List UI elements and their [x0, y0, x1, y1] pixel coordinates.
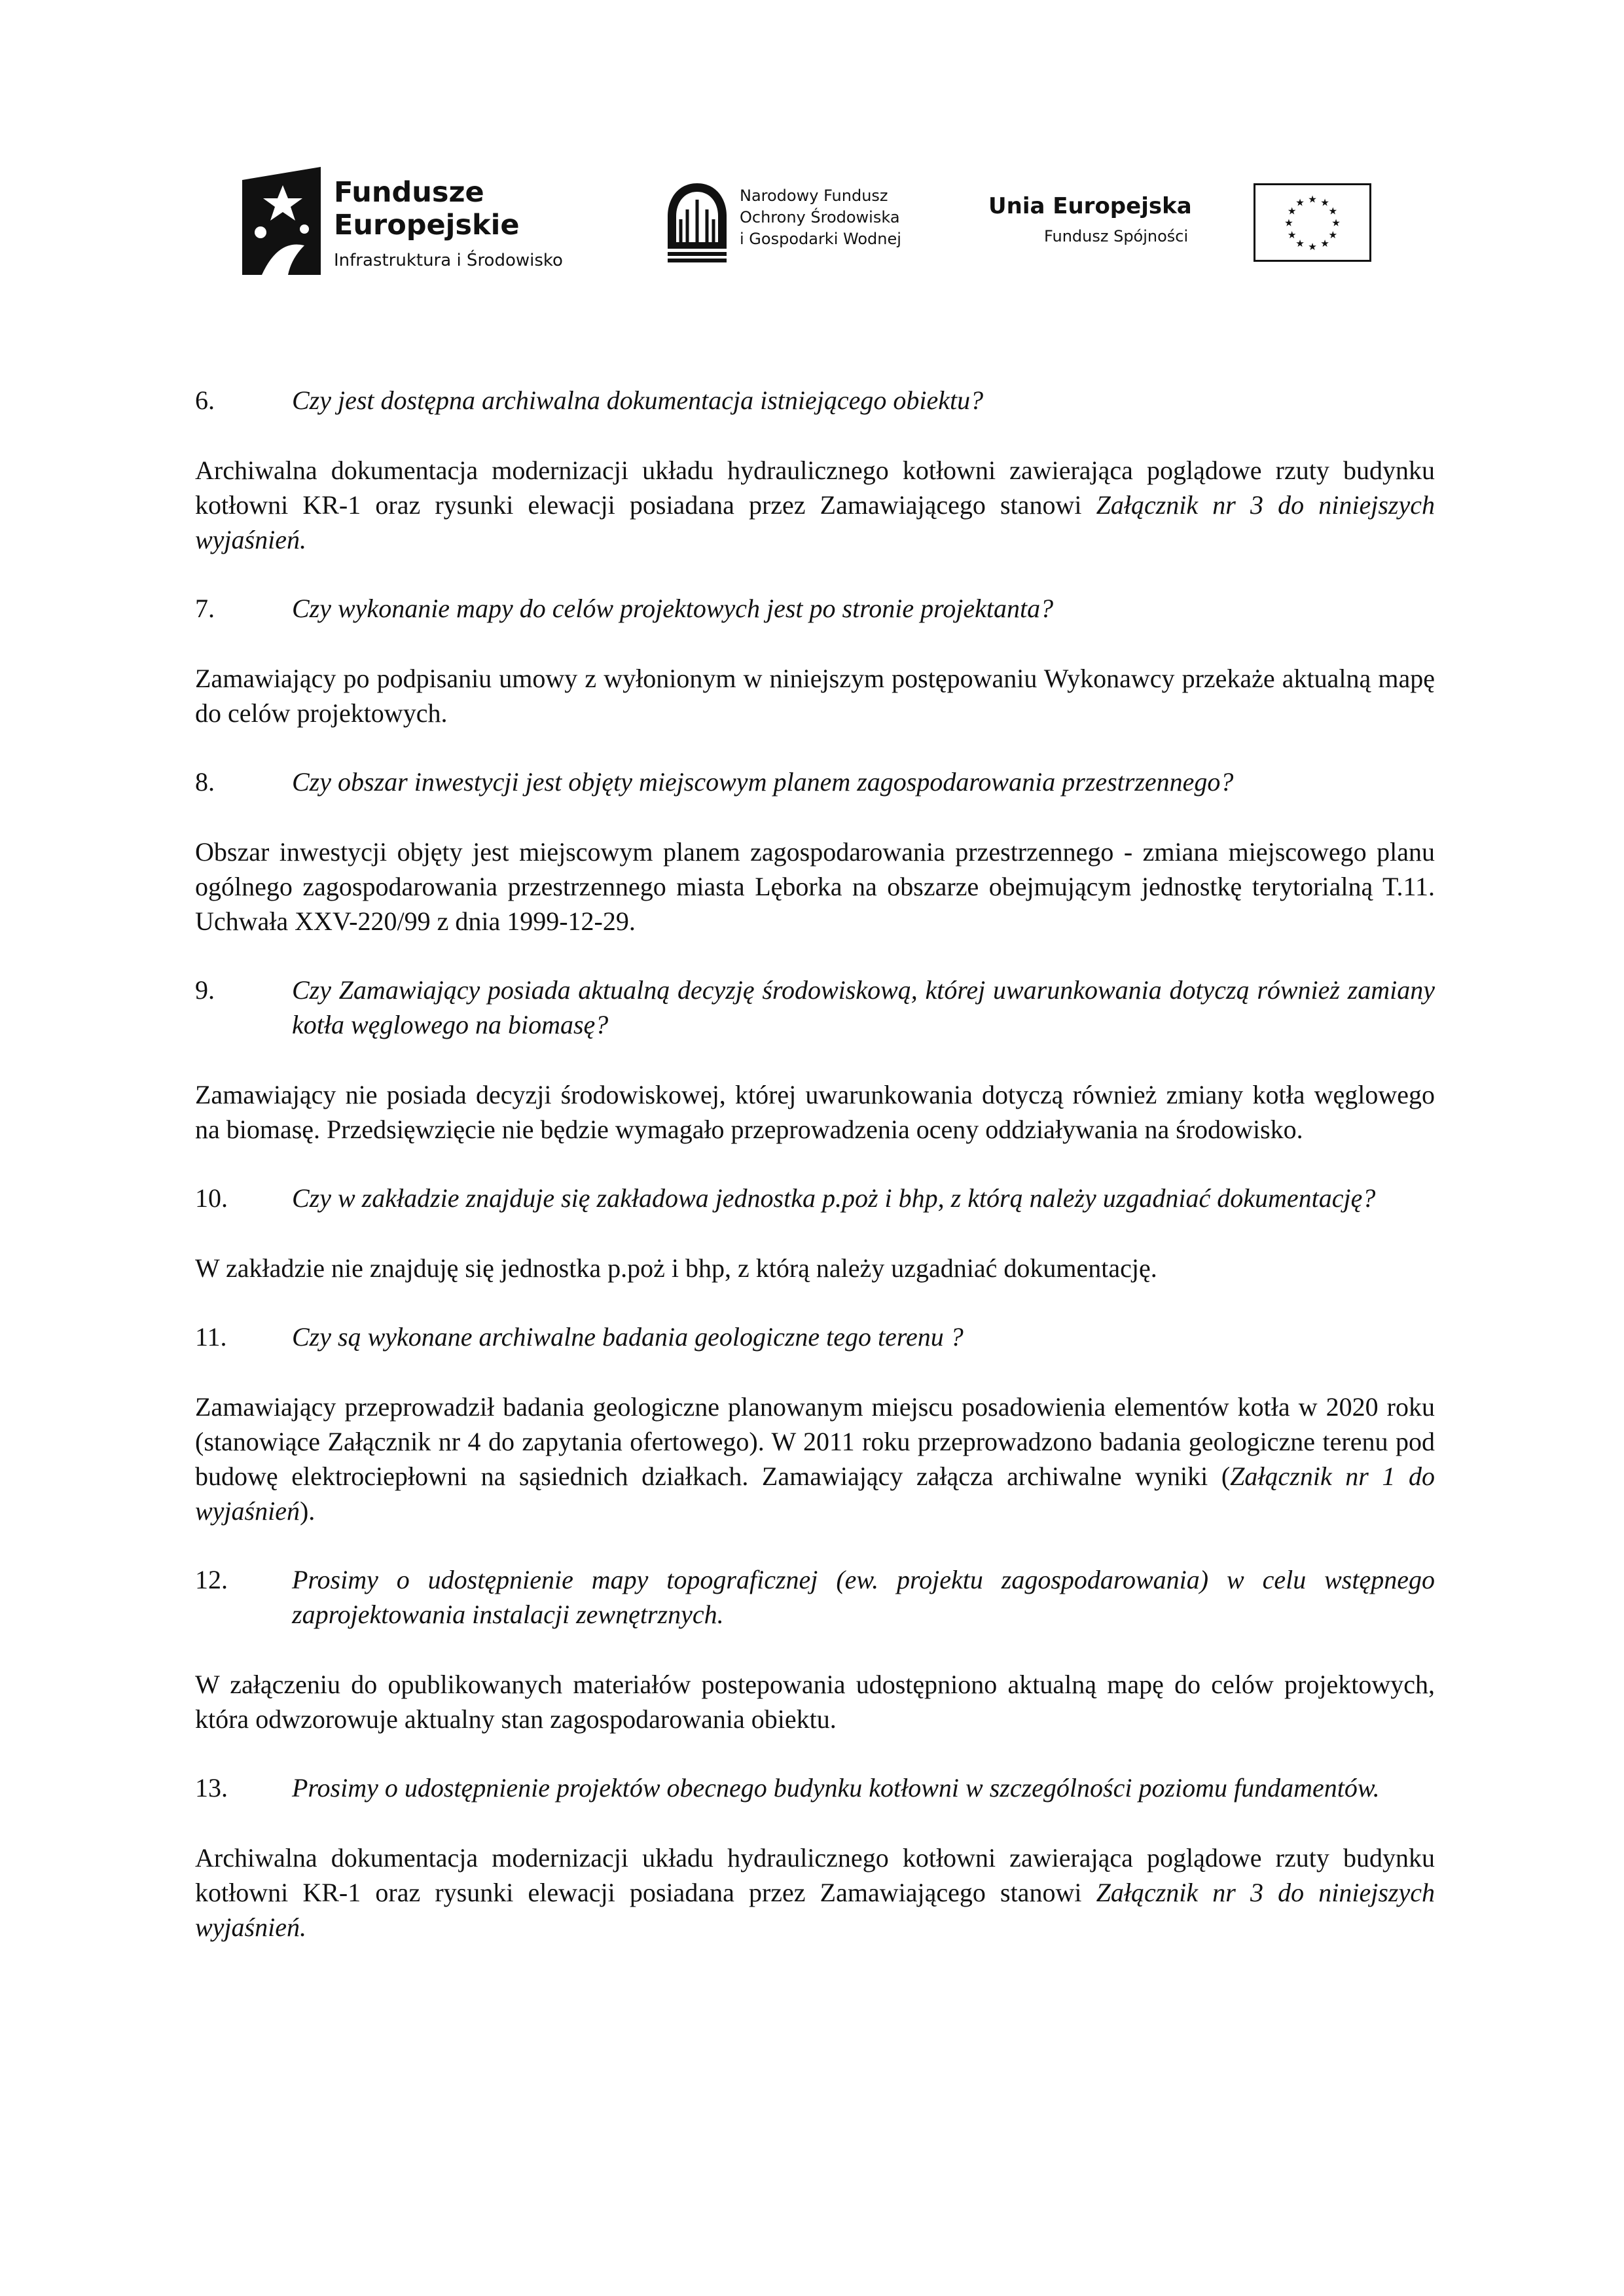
eu-flag-icon	[1254, 183, 1371, 262]
question-number: 12.	[195, 1565, 228, 1594]
question-text: Czy wykonanie mapy do celów projektowych jest po stronie projektanta?	[292, 594, 1054, 623]
question-text: Prosimy o udostępnienie projektów obecnego budynku kotłowni w szczególności poziomu fundamentów.	[292, 1773, 1380, 1803]
answer-10: W zakładzie nie znajduję się jednostka p.poż i bhp, z którą należy uzgadniać dokumentację.	[195, 1253, 1157, 1283]
answer-italic: Załącznik nr 3 do niniejszych wyjaśnień.	[195, 1878, 1435, 1942]
svg-text:★: ★	[1287, 228, 1297, 241]
question-8	[195, 764, 1435, 799]
nfosigw-line1: Narodowy Fundusz	[740, 187, 888, 205]
answer-11	[195, 1390, 1435, 1528]
answer-tail: ).	[299, 1496, 316, 1526]
answer-7: Zamawiający po podpisaniu umowy z wyłonionym w niniejszym postępowaniu Wykonawcy przekaże aktualną mapę do celów projektowych.	[195, 664, 1435, 728]
unia-europejska-logo	[988, 147, 1394, 298]
question-number: 8.	[195, 767, 215, 797]
answer-13	[195, 1840, 1435, 1945]
question-text: Prosimy o udostępnienie mapy topograficznej (ew. projektu zagospodarowania) w celu wstępnego zaprojektowania instalacji zewnętrznych.	[292, 1565, 1435, 1629]
svg-text:★: ★	[1295, 238, 1305, 250]
question-10	[195, 1181, 1435, 1215]
question-text: Czy jest dostępna archiwalna dokumentacja istniejącego obiektu?	[292, 386, 984, 415]
answer-12: W załączeniu do opublikowanych materiałów postepowania udostępniono aktualną mapę do celów projektowych, która odwzorowuje aktualny stan zagospodarowania obiektu.	[195, 1670, 1435, 1734]
ue-line1: Unia Europejska	[988, 193, 1192, 219]
svg-text:★: ★	[1331, 217, 1341, 229]
question-text: Czy Zamawiający posiada aktualną decyzję środowiskową, której uwarunkowania dotyczą również zamiany kotła węglowego na biomasę?	[292, 975, 1435, 1039]
nfosigw-line2: Ochrony Środowiska	[740, 208, 900, 226]
question-6	[195, 383, 1435, 418]
answer-text: Archiwalna dokumentacja modernizacji układu hydraulicznego kotłowni zawierająca poglądowe rzuty budynku kotłowni KR-1 oraz rysunki elewacji posiadana przez Zamawiającego stanowi	[195, 1843, 1435, 1907]
svg-text:★: ★	[1320, 238, 1329, 250]
question-9	[195, 973, 1435, 1042]
fundusze-europejskie-star-icon	[242, 167, 321, 275]
answer-text: Zamawiający przeprowadził badania geologiczne planowanym miejscu posadowienia elementów kotła w 2020 roku (stanowiące Załącznik nr 4 do zapytania ofertowego). W 2011 roku przeprowadzono badania geologiczne terenu pod budowę elektrociepłowni na sąsiednich działkach. Zamawiający załącza archiwalne wyniki (	[195, 1392, 1435, 1491]
fe-line3: Infrastruktura i Środowisko	[334, 251, 563, 270]
svg-text:★: ★	[1308, 193, 1317, 206]
answer-6	[195, 453, 1435, 557]
question-number: 7.	[195, 594, 215, 623]
funding-logos-header	[196, 147, 1440, 298]
question-number: 6.	[195, 386, 215, 415]
question-number: 10.	[195, 1183, 228, 1213]
fe-line2: Europejskie	[334, 209, 520, 242]
question-number: 11.	[195, 1322, 227, 1352]
svg-text:★: ★	[1287, 205, 1297, 217]
question-11	[195, 1319, 1435, 1354]
question-13	[195, 1770, 1435, 1805]
fe-line1: Fundusze	[334, 176, 484, 209]
svg-text:★: ★	[1295, 196, 1305, 209]
fundusze-europejskie-logo	[242, 147, 635, 298]
svg-text:★: ★	[1284, 217, 1293, 229]
question-text: Czy w zakładzie znajduje się zakładowa jednostka p.poż i bhp, z którą należy uzgadniać dokumentację?	[292, 1183, 1376, 1213]
svg-text:★: ★	[1320, 196, 1329, 209]
nfosigw-line3: i Gospodarki Wodnej	[740, 230, 901, 248]
answer-text: Archiwalna dokumentacja modernizacji układu hydraulicznego kotłowni zawierająca poglądowe rzuty budynku kotłowni KR-1 oraz rysunki elewacji posiadana przez Zamawiającego stanowi	[195, 456, 1435, 520]
answer-8: Obszar inwestycji objęty jest miejscowym planem zagospodarowania przestrzennego - zmiana miejscowego planu ogólnego zagospodarowania przestrzennego miasta Lęborka na obszarze obejmującym jednostkę terytorialną T.11. Uchwała XXV-220/99 z dnia 1999-12-29.	[195, 837, 1435, 936]
question-number: 9.	[195, 975, 215, 1005]
svg-text:★: ★	[1308, 240, 1317, 253]
svg-text:★: ★	[1328, 228, 1338, 241]
question-7	[195, 591, 1435, 626]
question-number: 13.	[195, 1773, 228, 1803]
answer-italic: Załącznik nr 1 do wyjaśnień	[195, 1462, 1435, 1526]
document-content	[195, 383, 1435, 1945]
answer-italic: Załącznik nr 3 do niniejszych wyjaśnień.	[195, 490, 1435, 554]
nfosigw-emblem-icon	[664, 180, 730, 265]
svg-text:★: ★	[1328, 205, 1338, 217]
ue-line2: Fundusz Spójności	[1044, 227, 1189, 245]
nfosigw-logo	[664, 147, 952, 298]
answer-9: Zamawiający nie posiada decyzji środowiskowej, której uwarunkowania dotyczą również zmiany kotła węglowego na biomasę. Przedsięwzięcie nie będzie wymagało przeprowadzenia oceny oddziaływania na środowisko.	[195, 1080, 1435, 1144]
question-text: Czy są wykonane archiwalne badania geologiczne tego terenu ?	[292, 1322, 964, 1352]
question-12	[195, 1562, 1435, 1632]
question-text: Czy obszar inwestycji jest objęty miejscowym planem zagospodarowania przestrzennego?	[292, 767, 1234, 797]
